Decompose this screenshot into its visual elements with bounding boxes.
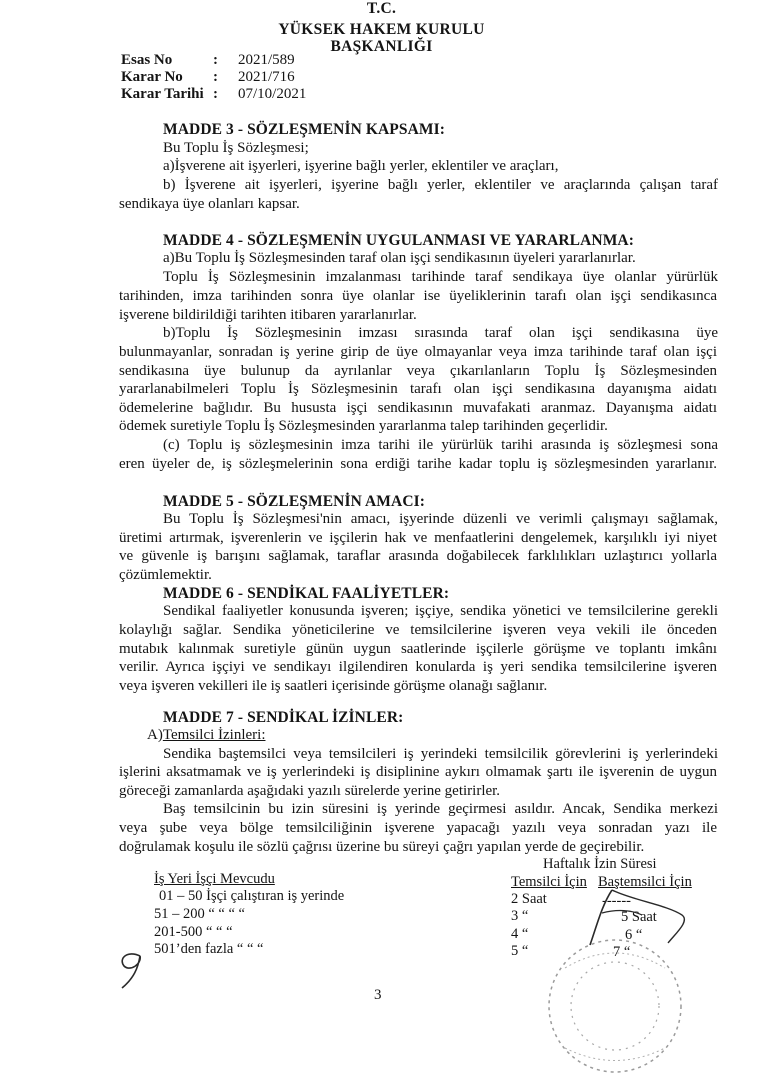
madde6-line: kolaylığı sağlar. Sendika yöneticilerine ve temsilcilerine işveren veya vekili ile önceden [119,622,717,638]
madde5-line: Bu Toplu İş Sözleşmesi'nin amacı, işyerinde düzenli ve verimli çalışmayı sağlamak, [163,511,718,527]
madde4-line: a)Bu Toplu İş Sözleşmesinden taraf olan işçi sendikasının üyeleri yararlanırlar. [163,250,636,266]
page-number: 3 [374,987,382,1003]
table-row-a: 2 Saat [511,891,547,907]
madde3-line: Bu Toplu İş Sözleşmesi; [163,140,309,156]
madde4-line: ödemek suretiyle Toplu İş Sözleşmesinden yararlanma talep tarihinden geçerlidir. [119,418,608,434]
meta-colon: : [213,86,218,102]
table-row-b: 6 “ [625,927,643,943]
madde5-title: MADDE 5 - SÖZLEŞMENİN AMACI: [163,493,426,510]
madde7-line: Baş temsilcinin bu izin süresini iş yerinde geçirmesi asıldır. Ancak, Sendika merkezi [163,801,718,817]
madde6-title: MADDE 6 - SENDİKAL FAALİYETLER: [163,585,450,602]
meta-label-esas: Esas No [121,52,173,68]
madde3-title: MADDE 3 - SÖZLEŞMENİN KAPSAMI: [163,121,446,138]
madde4-line: b)Toplu İş Sözleşmesinin imzası sırasında taraf olan işçi sendikasına üye [163,325,718,341]
madde4-line: yararlanabilmeleri Toplu İş Sözleşmesinin tarafı olan işçi sendikasına dayanışma aidatı [119,381,717,397]
madde4-line: sendikasına üye bulunup da ayrılanlar veya çıkarılanların Toplu İş Sözleşmesinden [119,363,717,379]
official-stamp-icon [535,928,695,1078]
madde4-line: eren üyeler de, iş sözleşmelerinin sona erdiği tarihe kadar toplu iş sözleşmesinden yararlanır. [119,456,717,472]
table-header-group: Haftalık İzin Süresi [543,856,657,872]
madde5-line: çözümlemektir. [119,567,212,583]
table-row-range: 01 – 50 İşçi çalıştıran iş yerinde [159,888,345,904]
table-row-range: 201-500 “ “ “ [154,924,233,940]
table-row-b: 7 “ [613,944,631,960]
madde4-line: (c) Toplu iş sözleşmesinin imza tarihi ile yürürlük tarihi arasında iş sözleşmesi sona [163,437,718,453]
madde5-line: üretimi artırmak, işverenlerin ve işçilerin hak ve menfaatlerini dengelemek, karşılıklı iyi niyet [119,530,717,546]
madde7-title: MADDE 7 - SENDİKAL İZİNLER: [163,709,404,726]
madde7-line: doğrulamak koşulu ile sözlü çağrısı üzerine bu süreyi çağrı yapılan yerde de geçirebilir. [119,839,645,855]
madde5-line: ve güvenle iş barışını sağlamak, taraflar arasında doğabilecek farklılıkları uzlaştırıcı yollarla [119,548,717,564]
header-dept: BAŞKANLIĞI [330,38,433,55]
header-org: YÜKSEK HAKEM KURULU [278,21,485,38]
table-row-b: 5 Saat [621,909,657,925]
meta-label-karar: Karar No [121,69,183,85]
madde7-line: işlerini aksatmamak ve iş yerlerindeki iş disiplinine aykırı olmamak şartı ile işverenin de uygun [119,764,717,780]
meta-colon: : [213,52,218,68]
madde6-line: verilir. Ayrıca işçiyi ve sendikayı ilgilendiren konularda iş yeri sendika temsilcilerine işveren [119,659,717,675]
handwritten-initial-icon [112,948,152,992]
madde3-line: a)İşverene ait işyerleri, işyerine bağlı yerler, eklentiler ve araçları, [163,158,559,174]
madde7-line: göreceği zamanlarda aşağıdaki yazılı sürelerde yerine getirirler. [119,783,501,799]
madde4-line: işverene bildirildiği tarihten itibaren yararlanırlar. [119,307,417,323]
meta-value-tarih: 07/10/2021 [238,86,307,102]
table-row-a: 5 “ [511,943,529,959]
table-row-b: ------ [602,893,631,909]
madde4-line: bulunmayanlar, sonradan iş yerine girip de üye olmayanlar veya imza tarihinde taraf olan işçi [119,344,717,360]
meta-label-tarih: Karar Tarihi [121,86,204,102]
table-header-left: İş Yeri İşçi Mevcudu [154,871,275,887]
table-row-a: 3 “ [511,908,529,924]
table-row-range: 51 – 200 “ “ “ “ [154,906,245,922]
madde6-line: Sendikal faaliyetler konusunda işveren; işçiye, sendika yönetici ve temsilcilerine gerekli [163,603,718,619]
table-header-a: Temsilci İçin [511,874,587,890]
header-tc: T.C. [366,0,397,17]
table-row-range: 501’den fazla “ “ “ [154,941,264,957]
madde3-line: b) İşverene ait işyerleri, işyerine bağlı yerler, eklentiler ve araçlarında çalışan taraf [163,177,718,193]
madde7-subheading: A)Temsilci İzinleri: [147,727,266,743]
meta-colon: : [213,69,218,85]
table-header-b: Baştemsilci İçin [598,874,692,890]
madde4-line: Toplu İş Sözleşmesinin imzalanması tarihinde taraf sendikaya üye olanlar yürürlük [163,269,718,285]
madde4-line: tarihinden, imza tarihinden sonra üye olanlar ise üyeliklerinin tarafı olan işçi sendikasınca [119,288,717,304]
madde6-line: mutabık kalınmak suretiyle günün uygun saatlerinde işçilerle görüşme ve toplantı imkânı [119,641,717,657]
table-row-a: 4 “ [511,926,529,942]
madde3-line: sendikaya üye olanları kapsar. [119,196,300,212]
madde6-line: veya işveren vekilleri ile iş saatleri içerisinde görüşme olanağı sağlanır. [119,678,548,694]
madde7-line: veya şube veya bölge temsilciliğinin işverene yapacağı yazılı veya sonradan yazı ile [119,820,717,836]
madde4-line: ödemelerine bağlıdır. Bu hususta işçi sendikasının muvafakati aranmaz. Dayanışma aidatı [119,400,717,416]
meta-value-esas: 2021/589 [238,52,295,68]
madde4-title: MADDE 4 - SÖZLEŞMENİN UYGULANMASI VE YARARLANMA: [163,232,634,249]
meta-value-karar: 2021/716 [238,69,295,85]
madde7-line: Sendika baştemsilci veya temsilcileri iş yerindeki temsilcilik görevlerini iş yerlerindeki [163,746,718,762]
